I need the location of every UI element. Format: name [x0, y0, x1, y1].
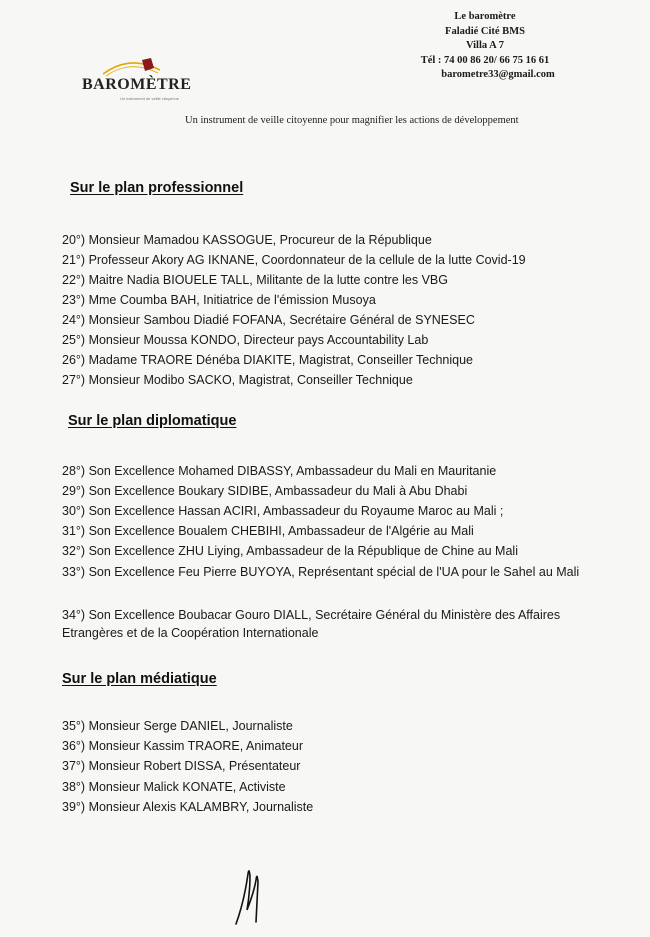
- list-item: 25°) Monsieur Moussa KONDO, Directeur pays Accountability Lab: [62, 333, 429, 347]
- logo-wordmark: BAROMÈTRE: [82, 76, 192, 93]
- list-item: 24°) Monsieur Sambou Diadié FOFANA, Secrétaire Général de SYNESEC: [62, 313, 475, 327]
- section-title-professional: Sur le plan professionnel: [70, 180, 244, 196]
- letterhead-address: [405, 10, 565, 83]
- list-item: 30°) Son Excellence Hassan ACIRI, Ambassadeur du Royaume Maroc au Mali ;: [62, 504, 504, 518]
- list-item: 33°) Son Excellence Feu Pierre BUYOYA, Représentant spécial de l'UA pour le Sahel au Mali: [62, 565, 580, 579]
- list-item: 29°) Son Excellence Boukary SIDIBE, Ambassadeur du Mali à Abu Dhabi: [62, 484, 468, 498]
- list-item: 34°) Son Excellence Boubacar Gouro DIALL, Secrétaire Général du Ministère des Affaires Etrangères et de la Coopération Internationale: [62, 608, 561, 640]
- list-item: 20°) Monsieur Mamadou KASSOGUE, Procureur de la République: [62, 233, 432, 247]
- list-item: 21°) Professeur Akory AG IKNANE, Coordonnateur de la cellule de la lutte Covid-19: [62, 253, 526, 267]
- logo-subtext: Un instrument de veille citoyenne: [120, 96, 179, 101]
- section-title-diplomatic: Sur le plan diplomatique: [68, 413, 237, 429]
- tagline: Un instrument de veille citoyenne pour magnifier les actions de développement: [185, 115, 519, 126]
- address-line-2: Villa A 7: [465, 40, 505, 51]
- list-item: 31°) Son Excellence Boualem CHEBIHI, Ambassadeur de l'Algérie au Mali: [62, 524, 474, 538]
- address-line-1: Faladié Cité BMS: [445, 25, 525, 37]
- section-title-media: Sur le plan médiatique: [62, 671, 217, 687]
- list-item: 39°) Monsieur Alexis KALAMBRY, Journaliste: [62, 800, 314, 814]
- list-item: 37°) Monsieur Robert DISSA, Présentateur: [62, 759, 301, 773]
- list-item: 36°) Monsieur Kassim TRAORE, Animateur: [62, 739, 303, 753]
- list-item: 35°) Monsieur Serge DANIEL, Journaliste: [62, 719, 293, 733]
- signature-icon: [226, 862, 276, 932]
- list-item: 28°) Son Excellence Mohamed DIBASSY, Ambassadeur du Mali en Mauritanie: [62, 464, 497, 478]
- list-item: 26°) Madame TRAORE Dénéba DIAKITE, Magistrat, Conseiller Technique: [62, 353, 473, 367]
- org-name: Le baromètre: [454, 11, 516, 22]
- phone-number: Tél : 74 00 86 20/ 66 75 16 61: [420, 54, 550, 66]
- list-item: 27°) Monsieur Modibo SACKO, Magistrat, Conseiller Technique: [62, 373, 413, 387]
- email-address: barometre33@gmail.com: [441, 69, 555, 80]
- list-item: 22°) Maitre Nadia BIOUELE TALL, Militante de la lutte contre les VBG: [62, 273, 448, 287]
- list-item: 38°) Monsieur Malick KONATE, Activiste: [62, 780, 286, 794]
- list-item: 23°) Mme Coumba BAH, Initiatrice de l'émission Musoya: [62, 293, 376, 307]
- list-item: 32°) Son Excellence ZHU Liying, Ambassadeur de la République de Chine au Mali: [62, 544, 518, 558]
